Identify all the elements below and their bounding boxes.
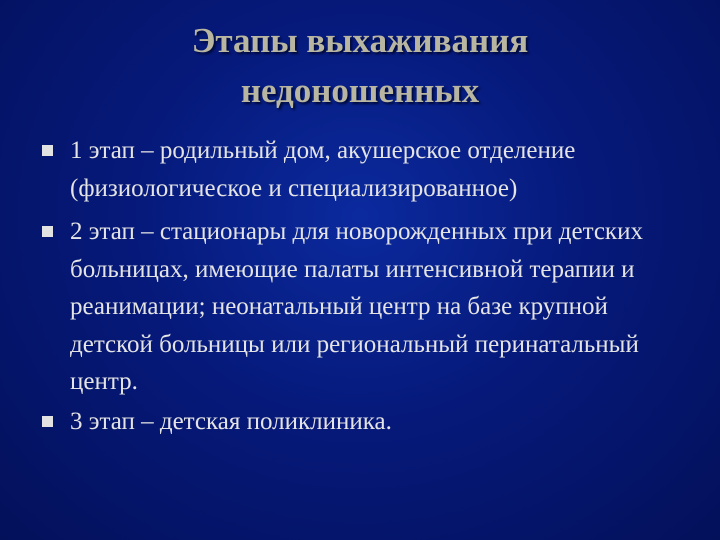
bullet-item-2: [32, 213, 692, 401]
square-bullet-icon: [42, 416, 53, 427]
slide-title-line-1: Этапы выхаживания: [191, 21, 529, 60]
square-bullet-icon: [42, 145, 53, 156]
bullet-item-3: [32, 403, 692, 441]
bullet-item-1: [32, 132, 692, 207]
bullet-text-1: 1 этап – родильный дом, акушерское отделение (физиологическое и специализированное): [70, 137, 576, 202]
square-bullet-icon: [42, 226, 53, 237]
bullet-text-2: 2 этап – стационары для новорожденных при детских больницах, имеющие палаты интенсивной терапии и реанимации; неонатальный центр на базе крупной детской больницы или региональный перинатальный центр.: [70, 218, 643, 395]
slide-title-line-2: недоношенных: [240, 71, 480, 110]
bullet-text-3: 3 этап – детская поликлиника.: [70, 407, 392, 435]
slide-title: [0, 16, 720, 116]
bullet-list: [32, 132, 692, 446]
